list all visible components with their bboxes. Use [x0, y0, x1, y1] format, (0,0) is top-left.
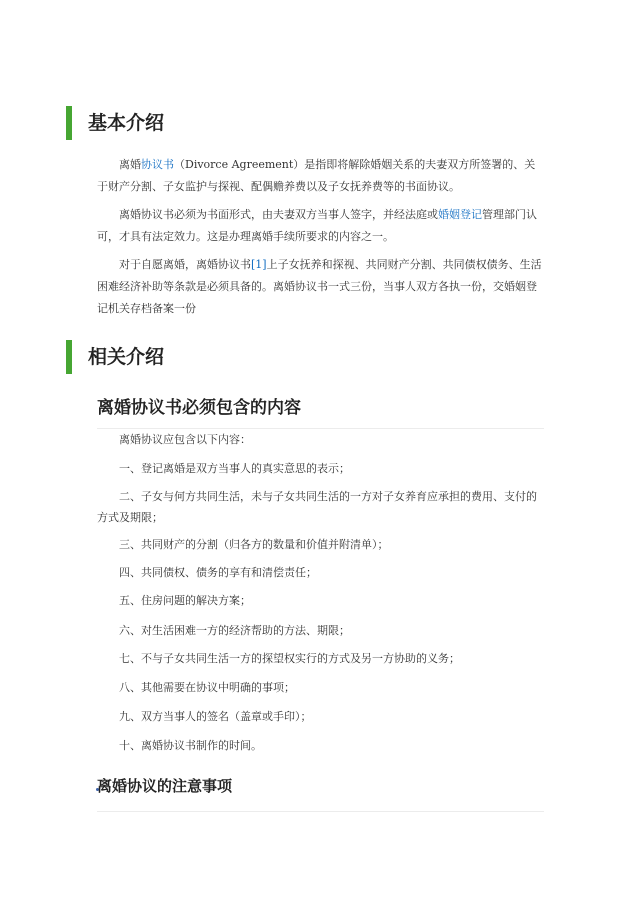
paragraph-text: （Divorce Agreement）是指即将解除婚姻关系的夫妻双方所签署的、关于财产分割、子女监护与探视、配偶赡养费以及子女抚养费等的书面协议。 [97, 158, 536, 193]
paragraph-text: 上子女抚养和探视、共同财产分割、共同债权债务、生活困难经济补助等条款是必须具备的。离婚协议书一式三份，当事人双方各执一份，交婚姻登记机关存档备案一份 [97, 258, 542, 315]
paragraph-voluntary-divorce [97, 254, 544, 320]
paragraph-text: 离婚协议书必须为书面形式，由夫妻双方当事人签字，并经法庭或 [119, 208, 438, 221]
list-item: 八、其他需要在协议中明确的事项； [119, 681, 295, 694]
link-agreement[interactable]: 协议书 [141, 158, 174, 171]
list-item: 四、共同债权、债务的享有和清偿责任； [119, 566, 317, 579]
subsection-heading-notes: 离婚协议的注意事项 [97, 777, 233, 795]
section-heading-related: 相关介绍 [66, 340, 164, 374]
reference-link[interactable]: [1] [251, 258, 267, 271]
list-item: 六、对生活困难一方的经济帮助的方法、期限； [119, 624, 350, 637]
link-marriage-registration[interactable]: 婚姻登记 [438, 208, 482, 221]
list-item: 十、离婚协议书制作的时间。 [119, 739, 262, 752]
paragraph-legal-effect [97, 204, 544, 248]
list-item: 二、子女与何方共同生活，未与子女共同生活的一方对子女养育应承担的费用、支付的方式及期限； [97, 490, 537, 524]
section-heading-basic: 基本介绍 [66, 106, 164, 140]
divider [97, 811, 544, 812]
paragraph-text: 离婚 [119, 158, 141, 171]
subsection-heading-required-content: 离婚协议书必须包含的内容 [97, 398, 301, 418]
paragraph-definition [97, 154, 544, 198]
list-intro: 离婚协议应包含以下内容： [119, 433, 251, 446]
list-item: 七、不与子女共同生活一方的探望权实行的方式及另一方协助的义务； [119, 652, 460, 665]
list-item: 九、双方当事人的签名（盖章或手印）； [119, 710, 312, 723]
list-item: 三、共同财产的分割（归各方的数量和价值并附清单）； [119, 538, 389, 551]
paragraph-text: 对于自愿离婚，离婚协议书 [119, 258, 251, 271]
list-item: 一、登记离婚是双方当事人的真实意思的表示； [119, 462, 350, 475]
paragraph-text: 管理部门认可，才具有法定效力。这是办理离婚手续所要求的内容之一。 [97, 208, 537, 243]
list-item: 五、住房问题的解决方案； [119, 594, 251, 607]
